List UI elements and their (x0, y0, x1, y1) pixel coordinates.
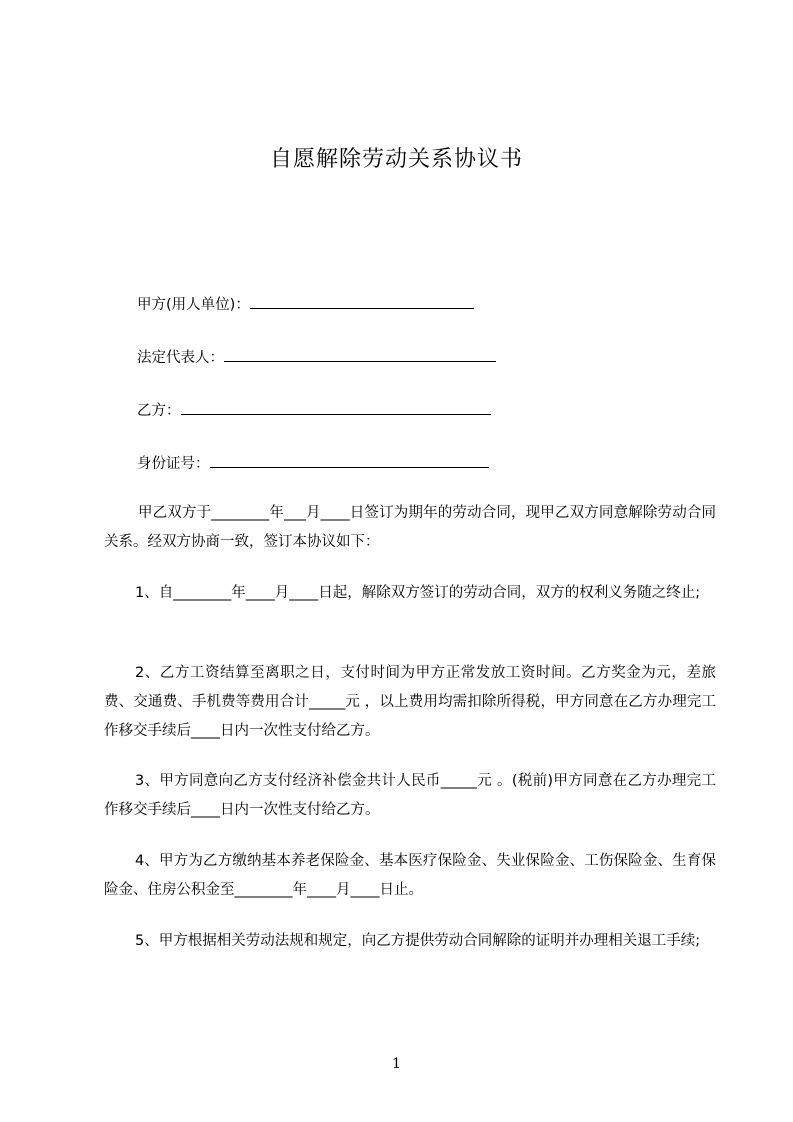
party-b-blank (181, 398, 491, 415)
legal-rep-field (137, 345, 496, 368)
legal-rep-label: 法定代表人： (137, 350, 224, 366)
id-number-label: 身份证号： (137, 456, 210, 472)
clause-3: 3、甲方同意向乙方支付经济补偿金共计人民币_____元 。(税前)甲方同意在乙方办理完工作移交手续后____日内一次性支付给乙方。 (104, 773, 716, 818)
party-b-field (137, 398, 491, 421)
document-title: 自愿解除劳动关系协议书 (269, 147, 523, 172)
clause-4: 4、甲方为乙方缴纳基本养老保险金、基本医疗保险金、失业保险金、工伤保险金、生育保险金、住房公积金至________年____月____日止。 (104, 853, 716, 898)
id-number-field (137, 451, 489, 474)
page-number: 1 (392, 1056, 401, 1072)
party-a-field (137, 292, 474, 315)
intro-paragraph: 甲乙双方于________年___月____日签订为期年的劳动合同，现甲乙双方同意解除劳动合同关系。经双方协商一致，签订本协议如下： (104, 505, 716, 550)
party-a-label: 甲方(用人单位)： (137, 297, 250, 313)
legal-rep-blank (224, 345, 496, 362)
id-number-blank (210, 451, 489, 468)
clause-1: 1、自________年____月____日起，解除双方签订的劳动合同，双方的权利义务随之终止; (135, 585, 701, 601)
clause-5: 5、甲方根据相关劳动法规和规定，向乙方提供劳动合同解除的证明并办理相关退工手续; (135, 933, 701, 949)
clause-2: 2、乙方工资结算至离职之日，支付时间为甲方正常发放工资时间。乙方奖金为元，差旅费、交通费、手机费等费用合计_____元 ，以上费用均需扣除所得税，甲方同意在乙方办理完工作移交手续后____日内一次性支付给乙方。 (104, 665, 716, 739)
party-a-blank (250, 292, 474, 309)
party-b-label: 乙方： (137, 403, 181, 419)
